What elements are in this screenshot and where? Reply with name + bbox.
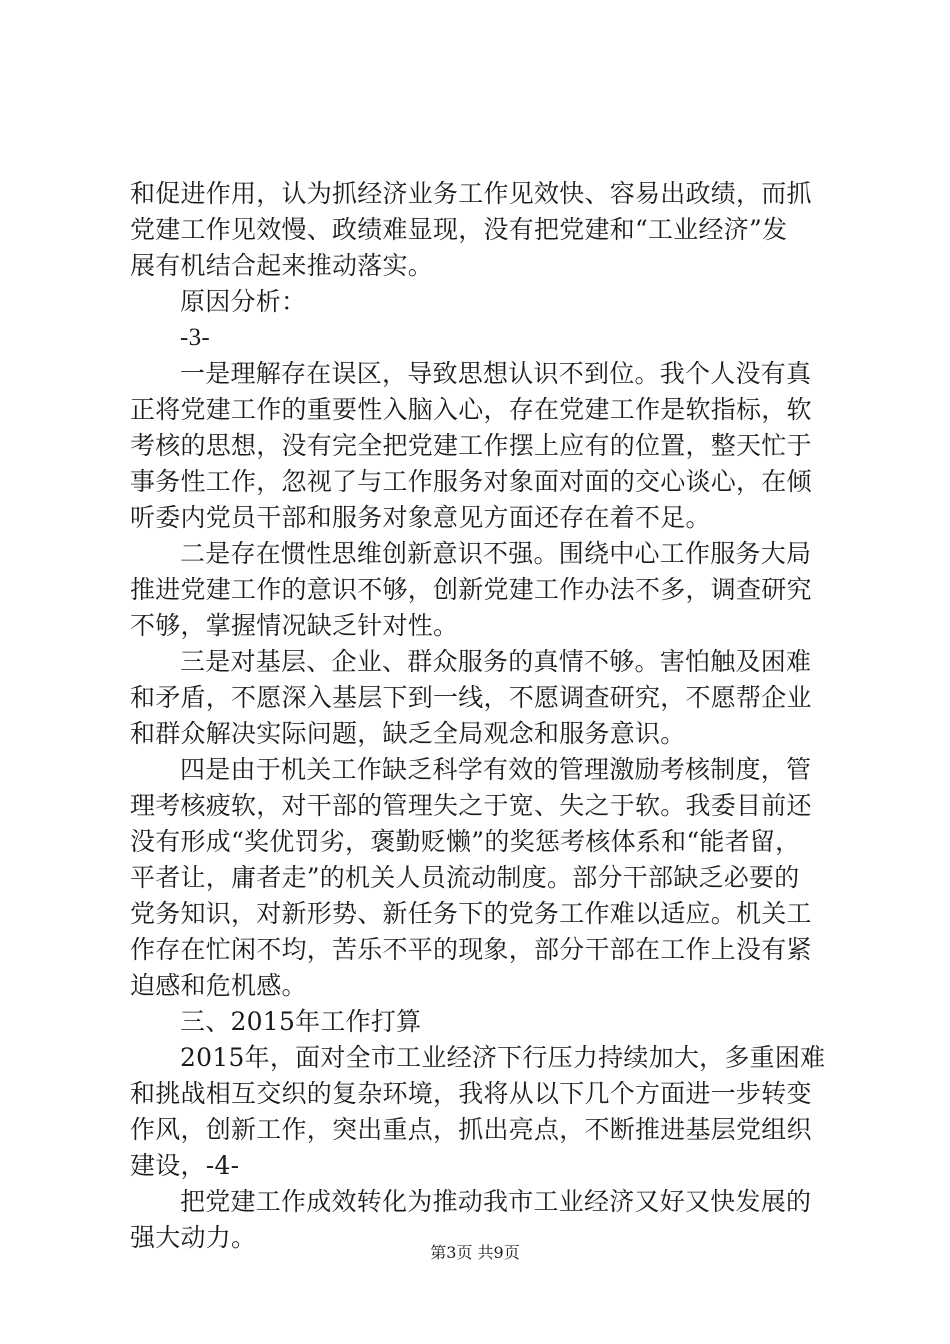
- text-line: 把党建工作成效转化为推动我市工业经济又好又快发展的: [180, 1187, 812, 1216]
- text-line: 和群众解决实际问题，缺乏全局观念和服务意识。: [130, 719, 686, 748]
- text-line: 考核的思想，没有完全把党建工作摆上应有的位置，整天忙于: [130, 431, 812, 460]
- text-line: 事务性工作，忽视了与工作服务对象面对面的交心谈心，在倾: [130, 467, 812, 496]
- text-line: 理考核疲软，对干部的管理失之于宽、失之于软。我委目前还: [130, 791, 812, 820]
- text-line: 迫感和危机感。: [130, 971, 307, 1000]
- text-line: 听委内党员干部和服务对象意见方面还存在着不足。: [130, 503, 711, 532]
- text-line: 和促进作用，认为抓经济业务工作见效快、容易出政绩，而抓: [130, 179, 812, 208]
- text-line: 作存在忙闲不均，苦乐不平的现象，部分干部在工作上没有紧: [130, 935, 812, 964]
- text-line: 2015年，面对全市工业经济下行压力持续加大，多重困难: [180, 1043, 826, 1072]
- text-line: 平者让，庸者走”的机关人员流动制度。部分干部缺乏必要的: [130, 863, 800, 892]
- text-line: 正将党建工作的重要性入脑入心，存在党建工作是软指标，软: [130, 395, 812, 424]
- text-line: 作风，创新工作，突出重点，抓出亮点，不断推进基层党组织: [130, 1115, 812, 1144]
- page-marker: -3-: [180, 324, 210, 351]
- text-line: 强大动力。: [130, 1223, 257, 1252]
- text-line: 一是理解存在误区，导致思想认识不到位。我个人没有真: [180, 359, 812, 388]
- text-line: 和矛盾，不愿深入基层下到一线，不愿调查研究，不愿帮企业: [130, 683, 812, 712]
- section-heading: 三、2015年工作打算: [180, 1007, 422, 1036]
- text-line: 二是存在惯性思维创新意识不强。围绕中心工作服务大局: [180, 539, 812, 568]
- page-footer: 第3页 共9页: [430, 1243, 520, 1262]
- text-line: 没有形成“奖优罚劣，褒勤贬懒”的奖惩考核体系和“能者留，: [130, 827, 801, 856]
- text-line: 展有机结合起来推动落实。: [130, 251, 434, 280]
- text-line: 不够，掌握情况缺乏针对性。: [130, 611, 459, 640]
- text-line: 四是由于机关工作缺乏科学有效的管理激励考核制度，管: [180, 755, 812, 784]
- text-line: 三是对基层、企业、群众服务的真情不够。害怕触及困难: [180, 647, 812, 676]
- text-line: 党务知识，对新形势、新任务下的党务工作难以适应。机关工: [130, 899, 812, 928]
- text-line: 党建工作见效慢、政绩难显现，没有把党建和“工业经济”发: [130, 215, 788, 244]
- text-line: 建设，-4-: [130, 1151, 240, 1180]
- text-line: 推进党建工作的意识不够，创新党建工作办法不多，调查研究: [130, 575, 812, 604]
- text-line: 和挑战相互交织的复杂环境，我将从以下几个方面进一步转变: [130, 1079, 812, 1108]
- section-label: 原因分析：: [180, 287, 307, 316]
